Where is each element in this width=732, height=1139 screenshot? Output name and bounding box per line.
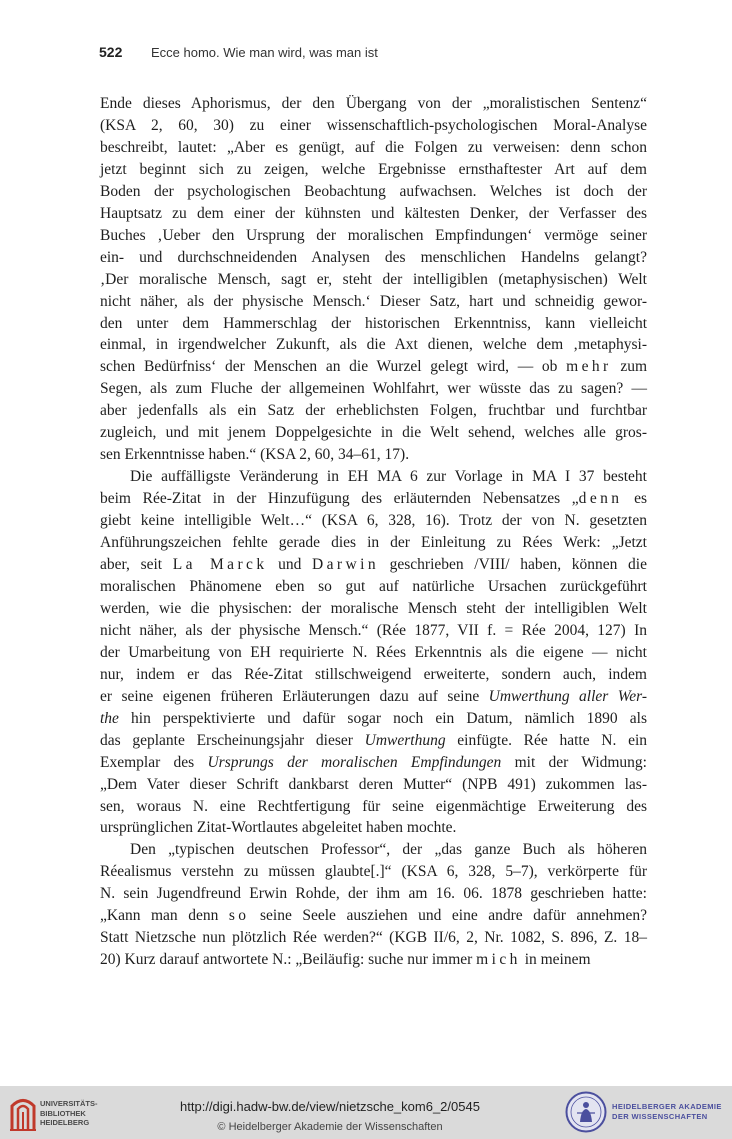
text-segment: schen Bedürfniss‘ der Menschen an die Wurzel gelegt wird, — ob: [100, 358, 567, 376]
text-segment: „Kann man denn: [100, 907, 229, 925]
text-line: Hauptsatz zu dem einer der kühnsten und kältesten Denker, der Verfasser des: [100, 204, 647, 222]
library-emblem-icon: [8, 1092, 38, 1132]
italic-text: Umwerthung: [364, 731, 446, 749]
library-logo-line: BIBLIOTHEK: [40, 1108, 86, 1118]
paragraph: [100, 839, 647, 971]
text-line: Ende dieses Aphorismus, der den Übergang von der „moralistischen Sentenz“: [100, 95, 647, 112]
academy-logo-line: DER WISSENSCHAFTEN: [612, 1112, 708, 1121]
academy-seal-icon: [565, 1091, 607, 1133]
text-segment: geschrieben /VIII/ haben, können die: [378, 556, 647, 574]
library-logo-line: UNIVERSITÄTS-: [40, 1099, 98, 1108]
text-line: ‚Der moralische Mensch, sagt er, steht der intelligiblen (metaphysischen) Welt: [100, 270, 647, 288]
text-line: [100, 730, 647, 752]
text-line: sen, woraus N. eine Rechtfertigung für seine eigenmächtige Erweiterung des: [100, 797, 647, 815]
text-line: [100, 686, 647, 708]
text-segment: es: [622, 490, 647, 508]
text-line: nur, indem er das Rée-Zitat stillschweigend erweiterte, sondern auch, indem: [100, 665, 647, 683]
text-line: Statt Nietzsche nun plötzlich Rée werden?“ (KGB II/6, 2, Nr. 1082, S. 896, Z. 18–: [100, 929, 647, 947]
text-line: Segen, als zum Fluche der allgemeinen Wohlfahrt, wer wüsste das zu sagen? —: [100, 380, 647, 398]
text-segment: und: [267, 556, 313, 574]
text-segment: mit der Widmung:: [501, 753, 647, 771]
running-title: Ecce homo. Wie man wird, was man ist: [151, 45, 378, 60]
spaced-text: mehr: [566, 358, 612, 376]
text-line: moralischen Phänomene eben so gut auf natürliche Ursachen zurückgeführt: [100, 577, 647, 595]
spaced-text: La Marck: [172, 556, 268, 574]
italic-text: Umwerthung aller Wer-: [488, 687, 647, 705]
italic-text: the: [100, 709, 119, 727]
body-text: [100, 93, 647, 971]
text-segment: aber, seit: [100, 556, 173, 574]
text-line: sen Erkenntnisse haben.“ (KSA 2, 60, 34–61, 17).: [100, 446, 410, 464]
text-segment: in meinem: [520, 951, 591, 969]
text-line: ein- und durchschneidenden Analysen des menschlichen Handelns gelangt?: [100, 248, 647, 266]
text-line: Réealismus verstehn zu müssen glaubte[.]“ (KSA 6, 328, 5–7), verkörperte für: [100, 863, 647, 881]
text-line: jetzt beginnt sich zu zeigen, welche Ergebnisse ernsthaftester Art auf dem: [100, 160, 647, 178]
text-line: aber jedenfalls als ein Satz der erheblichsten Folgen, fruchtbar und furchtbar: [100, 402, 647, 420]
page-number: 522: [99, 44, 123, 60]
text-line: Buches ‚Ueber den Ursprung der moralischen Empfindungen‘ vermöge seiner: [100, 226, 647, 244]
text-segment: seine Seele ausziehen und eine andre dafür annehmen?: [249, 907, 647, 925]
library-logo-line: HEIDELBERG: [40, 1118, 90, 1127]
text-line: nicht näher, als der physische Mensch.‘ Dieser Satz, hart und schneidig gewor-: [100, 292, 647, 310]
text-line: Boden der psychologischen Beobachtung aufwachsen. Welches ist doch der: [100, 182, 647, 200]
academy-logo-text: [612, 1102, 722, 1122]
text-segment: 20) Kurz darauf antwortete N.: „Beiläufig: suche nur immer: [100, 951, 477, 969]
text-segment: einfügte. Rée hatte N. ein: [445, 731, 648, 749]
text-segment: das geplante Erscheinungsjahr dieser: [100, 731, 365, 749]
text-line: zugleich, und mit jenem Doppelgesichte in die Welt sehend, welches alle gros-: [100, 424, 647, 442]
text-segment: er seine eigenen früheren Erläuterungen dazu auf seine: [100, 687, 489, 705]
text-line: „Dem Vater dieser Schrift dankbarst deren Mutter“ (NPB 491) zukommen las-: [100, 775, 647, 793]
text-line: [100, 356, 647, 378]
copyright-notice: © Heidelberger Akademie der Wissenschaften: [217, 1121, 443, 1133]
text-line: [100, 905, 647, 927]
text-line: einmal, in irgendwelcher Zukunft, als die Axt dienen, welche dem ‚metaphysi-: [100, 336, 647, 354]
spaced-text: denn: [578, 490, 623, 508]
text-line: den unter dem Hammerschlag der historischen Erkenntniss, kann vielleicht: [100, 314, 647, 332]
text-line: [100, 554, 647, 576]
library-logo-text: [40, 1099, 98, 1128]
text-line: N. sein Jugendfreund Erwin Rohde, der ihm am 16. 06. 1878 geschrieben hatte:: [100, 885, 647, 903]
text-line: [100, 488, 647, 510]
text-segment: Exemplar des: [100, 753, 208, 771]
spaced-text: mich: [476, 951, 521, 969]
text-line: [100, 708, 647, 730]
footer-band: [0, 1086, 732, 1139]
text-line: Den „typischen deutschen Professor“, der „das ganze Buch als höheren: [130, 841, 647, 859]
text-segment: zum: [611, 358, 647, 376]
spaced-text: so: [228, 907, 250, 925]
permalink-url[interactable]: http://digi.hadw-bw.de/view/nietzsche_kom6_2/0545: [180, 1099, 480, 1114]
text-line: [100, 949, 647, 971]
italic-text: Ursprungs der moralischen Empfindungen: [207, 753, 502, 771]
text-line: Anführungszeichen fehlte gerade dies in der Einleitung zu Rées Werk: „Jetzt: [100, 534, 647, 552]
text-line: der Umarbeitung von EH requirierte N. Rées Erkenntnis als die eigene — nicht: [100, 643, 647, 661]
text-segment: hin perspektivierte und dafür sogar noch ein Datum, nämlich 1890 als: [118, 709, 647, 727]
spaced-text: Darwin: [312, 556, 379, 574]
paragraph: [100, 93, 647, 466]
text-line: nicht näher, als der physische Mensch.“ (Rée 1877, VII f. = Rée 2004, 127) In: [100, 621, 647, 639]
text-line: werden, wie die physischen: der moralische Mensch steht der intelligiblen Welt: [100, 599, 647, 617]
text-line: [100, 752, 647, 774]
text-line: Die auffälligste Veränderung in EH MA 6 zur Vorlage in MA I 37 besteht: [130, 468, 647, 486]
text-line: beschreibt, lautet: „Aber es genügt, auf die Folgen zu verweisen: denn schon: [100, 138, 647, 156]
text-line: ursprünglichen Zitat-Wortlautes abgeleitet haben mochte.: [100, 819, 457, 837]
text-line: (KSA 2, 60, 30) zu einer wissenschaftlich-psychologischen Moral-Analyse: [100, 116, 647, 134]
text-segment: beim Rée-Zitat in der Hinzufügung des erläuternden Nebensatzes „: [100, 490, 579, 508]
text-line: giebt keine intelligible Welt…“ (KSA 6, 328, 16). Trotz der von N. gesetzten: [100, 512, 647, 530]
academy-logo-line: HEIDELBERGER AKADEMIE: [612, 1102, 722, 1111]
paragraph: [100, 466, 647, 839]
